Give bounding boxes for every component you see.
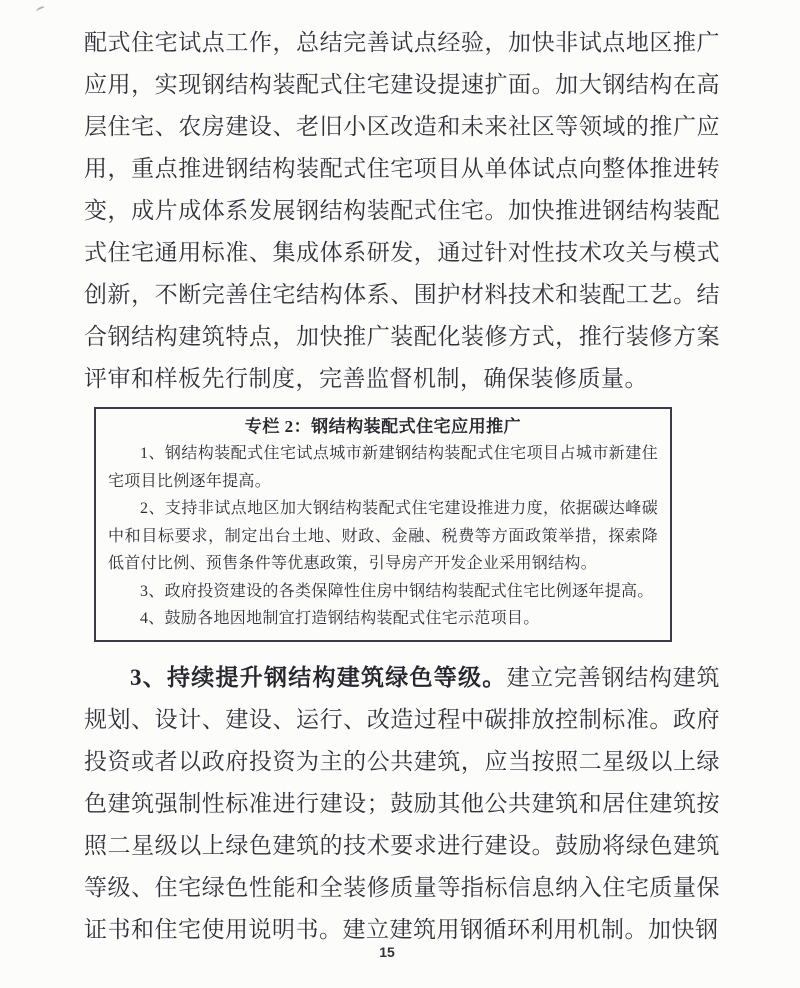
paragraph-body-text: 建立完善钢结构建筑规划、设计、建设、运行、改造过程中碳排放控制标准。政府投资或者以政府投资为主的公共建筑，应当按照二星级以上绿色建筑强制性标准进行建设；鼓励其他公共建筑和居住建筑按照二星级以上绿色建筑的技术要求进行建设。鼓励将绿色建筑等级、住宅绿色性能和全装修质量等指标信息纳入住宅质量保证书和住宅使用说明书。建立建筑用钢循环利用机制。加快钢 bbox=[84, 664, 720, 942]
callout-item-3: 3、政府投资建设的各类保障性住房中钢结构装配式住宅比例逐年提高。 bbox=[140, 582, 654, 600]
paragraph-lead-bold: 3、持续提升钢结构建筑绿色等级。 bbox=[130, 664, 507, 690]
paragraph-continuation: 配式住宅试点工作，总结完善试点经验，加快非试点地区推广应用，实现钢结构装配式住宅建设提速扩面。加大钢结构在高层住宅、农房建设、老旧小区改造和未来社区等领域的推广应用，重点推进钢结构装配式住宅项目从单体试点向整体推进转变，成片成体系发展钢结构装配式住宅。加快推进钢结构装配式住宅通用标准、集成体系研发，通过针对性技术攻关与模式创新，不断完善住宅结构体系、围护材料技术和装配工艺。结合钢结构建筑特点，加快推广装配化装修方式，推行装修方案评审和样板先行制度，完善监督机制，确保装修质量。 bbox=[84, 30, 720, 391]
callout-title: 专栏 2：钢结构装配式住宅应用推广 bbox=[244, 417, 522, 436]
paragraph-green-grade bbox=[84, 657, 720, 951]
page-body bbox=[84, 22, 720, 951]
callout-item-4: 4、鼓励各地因地制宜打造钢结构装配式住宅示范项目。 bbox=[140, 610, 540, 627]
page-number: 15 bbox=[379, 944, 395, 960]
scan-mark-icon bbox=[35, 5, 45, 13]
callout-item-2: 2、支持非试点地区加大钢结构装配式住宅建设推进力度，依据碳达峰碳中和目标要求，制定出台土地、财政、金融、税费等方面政策举措，探索降低首付比例、预售条件等优惠政策，引导房产开发企业采用钢结构。 bbox=[108, 500, 658, 572]
callout-item-1: 1、钢结构装配式住宅试点城市新建钢结构装配式住宅项目占城市新建住宅项目比例逐年提高。 bbox=[108, 445, 658, 490]
callout-box-column2 bbox=[94, 407, 672, 642]
